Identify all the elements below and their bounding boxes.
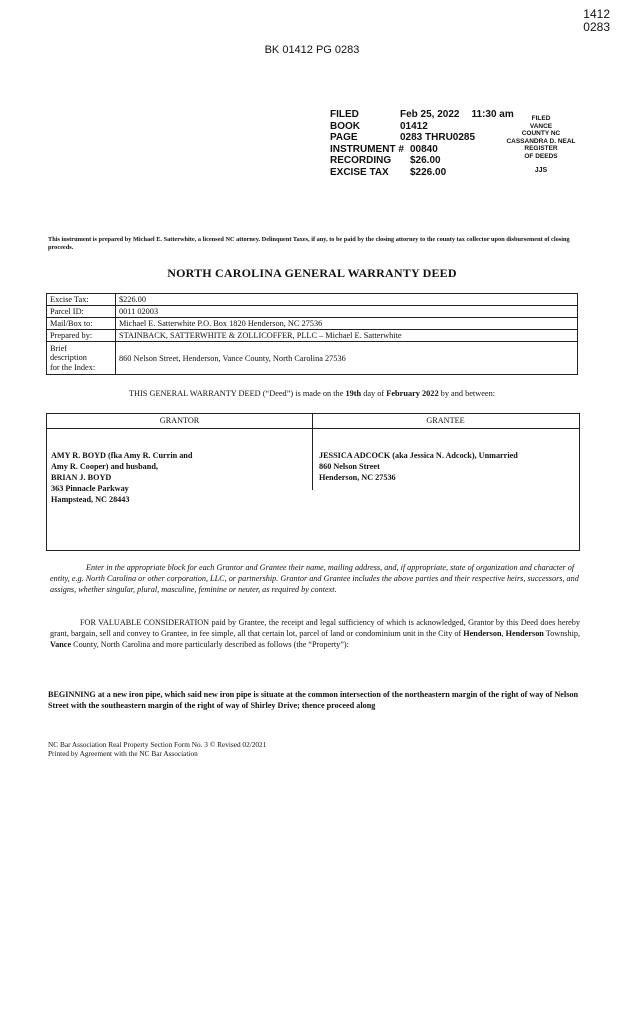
- book-number: 01412: [400, 120, 428, 132]
- excise-tax-amount: $226.00: [410, 166, 447, 178]
- clerk-initials: JJS: [534, 166, 548, 174]
- parcel-id-value: 0011 02003: [116, 306, 578, 318]
- deed-day: 19th: [345, 389, 362, 398]
- excise-tax-value: $226.00: [116, 294, 578, 306]
- deed-month-year: February 2022: [386, 389, 439, 398]
- brief-description-label: Brief description for the Index:: [47, 342, 116, 375]
- recording-fee: $26.00: [410, 155, 441, 167]
- deed-date-statement: THIS GENERAL WARRANTY DEED (“Deed”) is made on the 19th day of February 2022 by and between:: [128, 389, 496, 398]
- mail-to-row: Mail/Box to: Michael E. Satterwhite P.O. Box 1820 Henderson, NC 27536: [47, 318, 578, 330]
- recording-row: RECORDING $26.00: [330, 155, 441, 167]
- filed-time: 11:30 am: [471, 109, 514, 120]
- grantor-header: GRANTOR: [47, 414, 312, 429]
- prepared-by-note: This instrument is prepared by Michael E. Satterwhite, a licensed NC attorney. Delinquent Taxes, if any, to be paid by the closing attorney to the county tax collector upon disbursement of closing proceeds.: [48, 236, 570, 251]
- grantor-details: AMY R. BOYD (fka Amy R. Currin and Amy R. Cooper) and husband, BRIAN J. BOYD 363 Pinnacle Parkway Hampstead, NC 28443: [51, 451, 193, 504]
- book-page-header: BK 01412 PG 0283: [264, 44, 360, 56]
- legal-description: BEGINNING at a new iron pipe, which said new iron pipe is situate at the common intersection of the northeastern margin of the right of way of Nelson Street with the southeastern margin of the right of way of Shirley Drive; thence proceed along: [48, 690, 579, 711]
- mail-to-value: Michael E. Satterwhite P.O. Box 1820 Henderson, NC 27536: [116, 318, 578, 330]
- party-instructions: Enter in the appropriate block for each Grantor and Grantee their name, mailing address, and, if appropriate, state of organization and character of entity, e.g. North Carolina or other corporation, LLC, or partnership. Grantor and Grantee includes the above parties and their respective heirs, successors, and assigns, whether singular, plural, masculine, feminine or neuter, as required by context.: [50, 563, 579, 594]
- footer-form-number: NC Bar Association Real Property Section Form No. 3 © Revised 02/2021: [48, 740, 267, 749]
- brief-description-value: 860 Nelson Street, Henderson, Vance County, North Carolina 27536: [116, 342, 578, 375]
- grantee-details: JESSICA ADCOCK (aka Jessica N. Adcock), Unmarried 860 Nelson Street Henderson, NC 27536: [319, 451, 518, 482]
- page-corner-number: [583, 8, 610, 34]
- corner-page: 0283: [583, 20, 610, 34]
- filed-date: Feb 25, 2022: [400, 109, 460, 120]
- instrument-number: 00840: [410, 143, 438, 155]
- page-range: 0283 THRU0285: [400, 132, 476, 144]
- township-name: Henderson: [505, 628, 544, 638]
- document-title: NORTH CAROLINA GENERAL WARRANTY DEED: [167, 266, 457, 280]
- parcel-id-row: Parcel ID: 0011 02003: [47, 306, 578, 318]
- grantee-header: GRANTEE: [312, 414, 579, 429]
- prepared-by-value: STAINBACK, SATTERWHITE & ZOLLICOFFER, PLLC – Michael E. Satterwhite: [116, 330, 578, 342]
- deed-info-table: [46, 293, 578, 375]
- excise-tax-row: Excise Tax: $226.00: [47, 294, 578, 306]
- consideration-paragraph: FOR VALUABLE CONSIDERATION paid by Grantee, the receipt and legal sufficiency of which is acknowledged, Grantor by this Deed does hereby grant, bargain, sell and convey to Grantee, in fee simple, all that certain lot, parcel of land or condominium unit in the City of Henderson, Henderson Township, Vance County, North Carolina and more particularly described as follows (the “Property”):: [50, 618, 580, 649]
- prepared-by-row: Prepared by: STAINBACK, SATTERWHITE & ZOLLICOFFER, PLLC – Michael E. Satterwhite: [47, 330, 578, 342]
- filing-info-block: [330, 109, 514, 179]
- register-of-deeds-stamp: FILED VANCE COUNTY NC CASSANDRA D. NEAL REGISTER OF DEEDS JJS: [496, 115, 586, 174]
- city-name: Henderson: [463, 628, 502, 638]
- county-name: Vance: [50, 639, 72, 649]
- corner-book: 1412: [583, 7, 610, 21]
- form-footer: [48, 740, 266, 758]
- excise-row: EXCISE TAX $226.00: [330, 166, 447, 178]
- book-row: BOOK 01412: [330, 120, 428, 132]
- footer-agreement: Printed by Agreement with the NC Bar Association: [48, 749, 198, 759]
- instrument-row: INSTRUMENT # 00840: [330, 143, 438, 155]
- brief-description-row: [47, 342, 578, 375]
- page-row: PAGE 0283 THRU0285: [330, 132, 476, 144]
- parties-table: [46, 413, 580, 551]
- filed-row: FILED Feb 25, 2022 11:30 am: [330, 109, 514, 120]
